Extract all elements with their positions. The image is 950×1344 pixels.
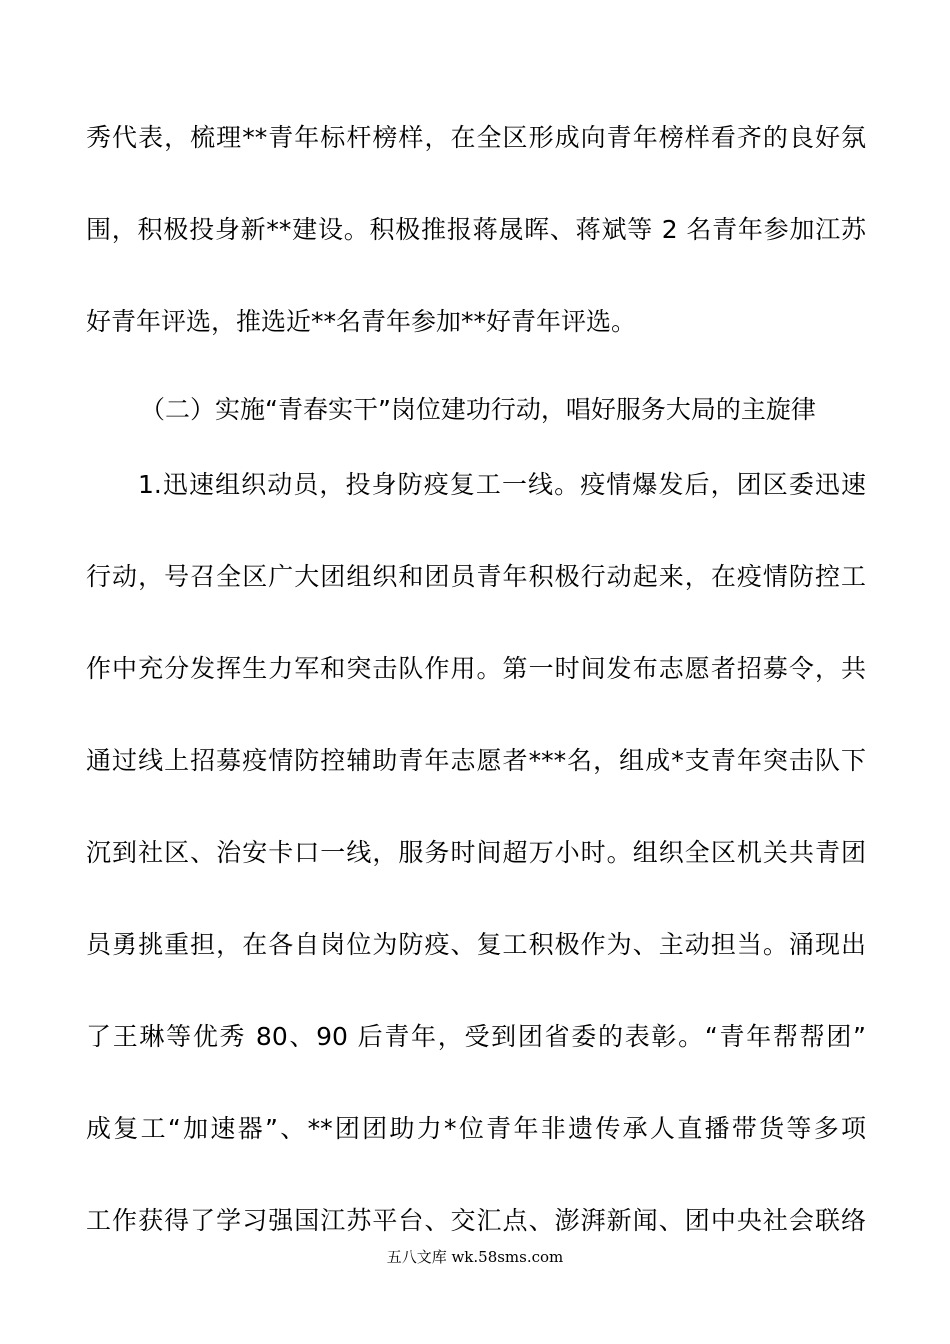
paragraph-line-10: 员勇挑重担，在各自岗位为防疫、复工积极作为、主动担当。涌现出 <box>86 930 866 959</box>
paragraph-line-3: 好青年评选，推选近**名青年参加**好青年评选。 <box>86 307 637 336</box>
paragraph-line-2: 围，积极投身新**建设。积极推报蒋晟晖、蒋斌等 2 名青年参加江苏 <box>86 215 866 244</box>
paragraph-line-7: 作中充分发挥生力军和突击队作用。第一时间发布志愿者招募令，共 <box>86 654 866 683</box>
footer-watermark: 五八文库 wk.58sms.com <box>386 1248 564 1266</box>
paragraph-line-5: 1.迅速组织动员，投身防疫复工一线。疫情爆发后，团区委迅速 <box>138 470 866 499</box>
paragraph-line-9: 沉到社区、治安卡口一线，服务时间超万小时。组织全区机关共青团 <box>86 838 866 867</box>
paragraph-line-11: 了王琳等优秀 80、90 后青年，受到团省委的表彰。“青年帮帮团” <box>86 1022 866 1051</box>
section-heading: （二）实施“青春实干”岗位建功行动，唱好服务大局的主旋律 <box>140 395 816 424</box>
paragraph-line-13: 工作获得了学习强国江苏平台、交汇点、澎湃新闻、团中央社会联络 <box>86 1206 866 1235</box>
paragraph-line-6: 行动，号召全区广大团组织和团员青年积极行动起来，在疫情防控工 <box>86 562 866 591</box>
paragraph-line-1: 秀代表，梳理**青年标杆榜样，在全区形成向青年榜样看齐的良好氛 <box>86 123 866 152</box>
paragraph-line-8: 通过线上招募疫情防控辅助青年志愿者***名，组成*支青年突击队下 <box>86 746 866 775</box>
paragraph-line-12: 成复工“加速器”、**团团助力*位青年非遗传承人直播带货等多项 <box>86 1114 866 1143</box>
